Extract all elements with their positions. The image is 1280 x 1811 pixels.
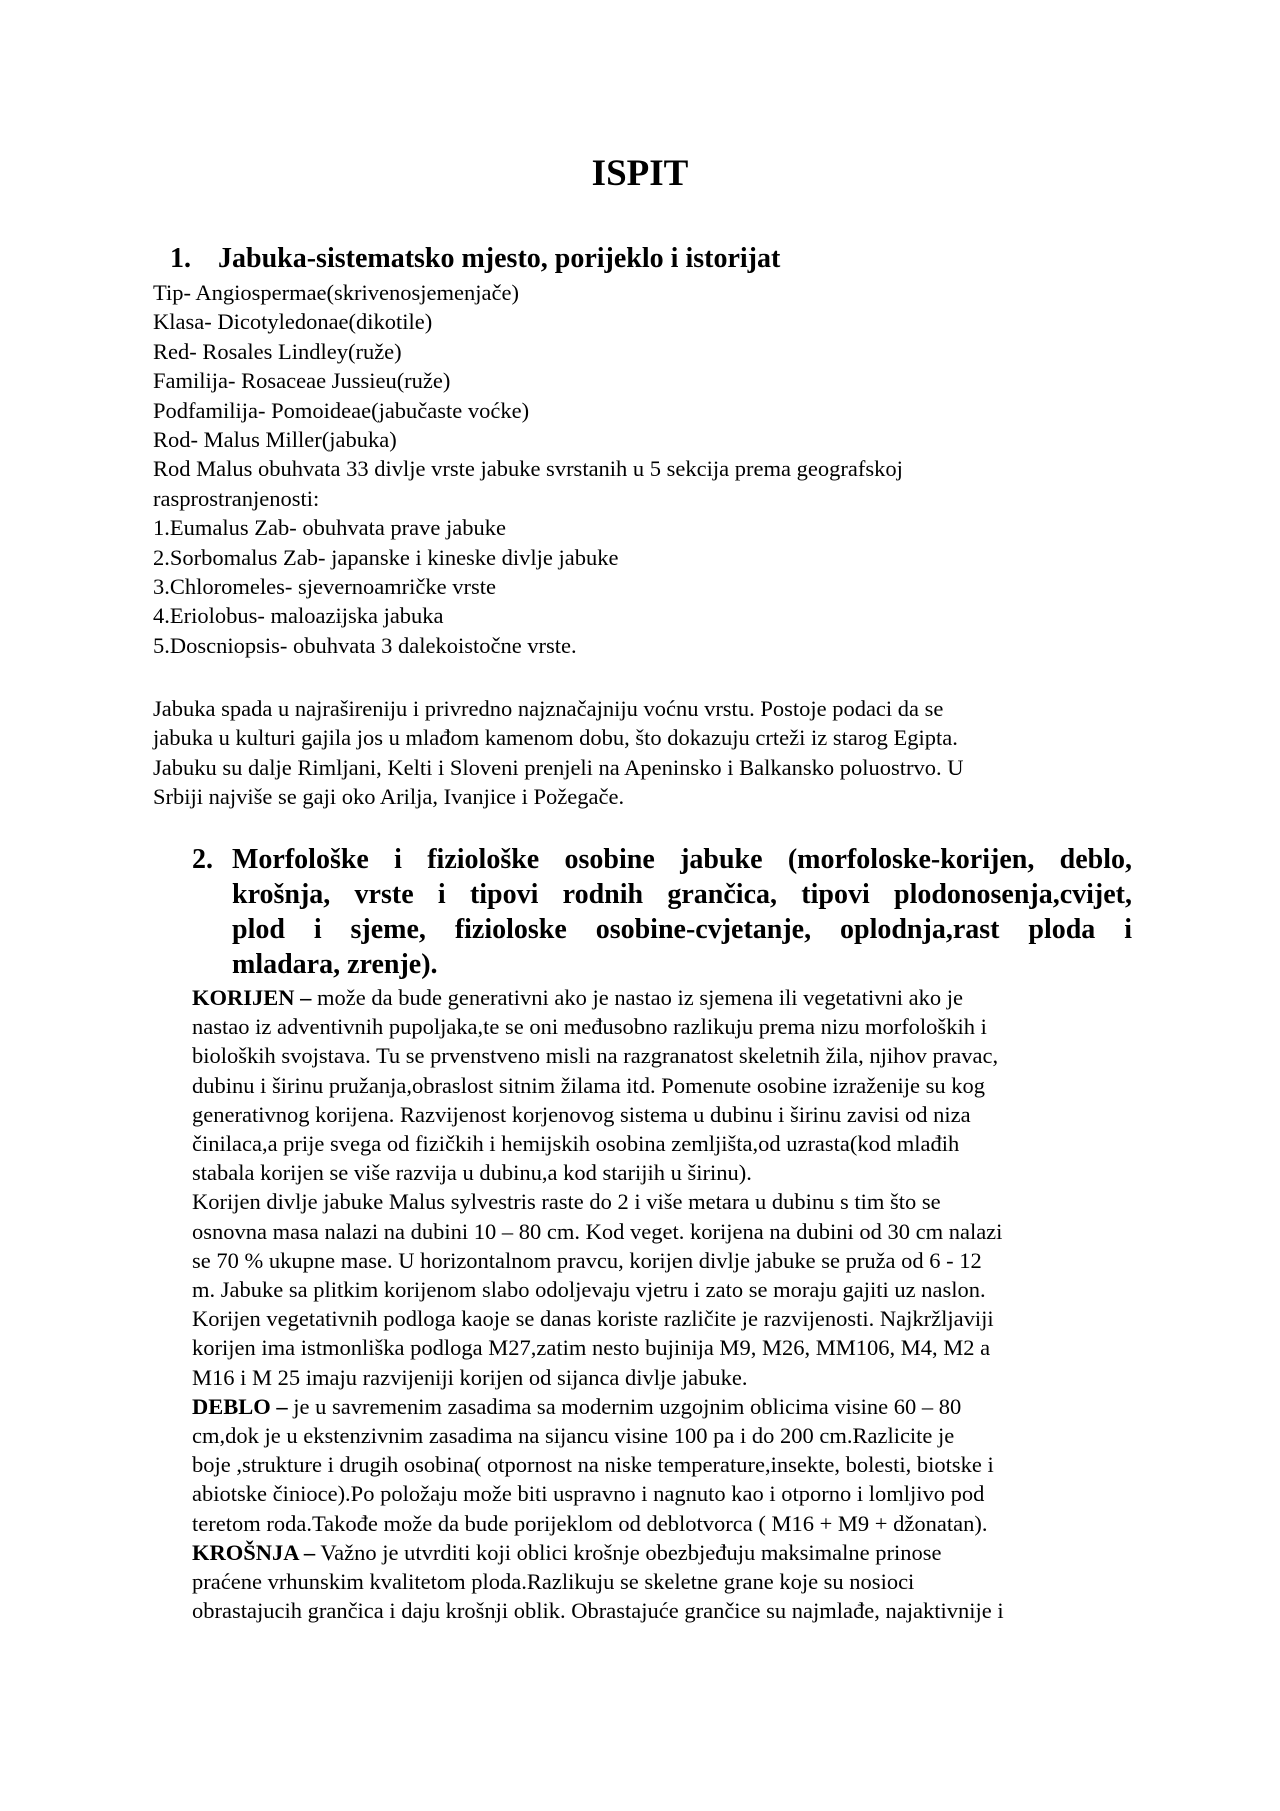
classification-line: 4.Eriolobus- maloazijska jabuka <box>153 603 444 629</box>
body-line: generativnog korijena. Razvijenost korjenovog sistema u dubinu i širinu zavisi od niza <box>192 1101 971 1127</box>
section-2-body <box>192 983 1004 1625</box>
body-line: praćene vrhunskim kvalitetom ploda.Razlikuju se skeletne grane koje su nosioci <box>192 1569 915 1595</box>
classification-line: Red- Rosales Lindley(ruže) <box>153 338 402 364</box>
paragraph-line: Jabuku su dalje Rimljani, Kelti i Sloveni prenjeli na Apeninsko i Balkansko poluostrvo. U <box>153 754 964 780</box>
body-line: m. Jabuke sa plitkim korijenom slabo odoljevaju vjetru i zato se moraju gajiti uz naslon. <box>192 1277 986 1303</box>
body-line: Korijen divlje jabuke Malus sylvestris raste do 2 i više metara u dubinu s tim što se <box>192 1189 941 1215</box>
body-line: abiotske činioce).Po položaju može biti uspravno i nagnuto kao i otporno i lomljivo pod <box>192 1481 985 1507</box>
body-line: činilaca,a prije svega od fizičkih i hemijskih osobina zemljišta,od uzrasta(kod mlađih <box>192 1131 960 1157</box>
deblo-first-line: DEBLO – je u savremenim zasadima sa modernim uzgojnim oblicima visine 60 – 80 <box>192 1393 962 1419</box>
section-2-heading-line: mladara, zrenje). <box>232 949 438 980</box>
section-1-number: 1. <box>170 243 191 274</box>
krosnja-first-line: KROŠNJA – Važno je utvrditi koji oblici krošnje obezbjeđuju maksimalne prinose <box>192 1539 942 1565</box>
classification-line: 3.Chloromeles- sjevernoamričke vrste <box>153 574 497 600</box>
body-line: obrastajucih grančica i daju krošnji oblik. Obrastajuće grančice su najmlađe, najaktivnije i <box>192 1598 1004 1624</box>
body-line: boje ,strukture i drugih osobina( otpornost na niske temperature,insekte, bolesti, biotske i <box>192 1452 994 1478</box>
paragraph-line: Srbiji najviše se gaji oko Arilja, Ivanjice i Požegače. <box>153 784 625 810</box>
section-2-heading <box>192 842 1132 982</box>
classification-line: Familija- Rosaceae Jussieu(ruže) <box>153 368 451 394</box>
krosnja-label: KROŠNJA – <box>192 1539 316 1565</box>
body-line: M16 i M 25 imaju razvijeniji korijen od sijanca divlje jabuke. <box>192 1364 748 1390</box>
classification-line: Rod Malus obuhvata 33 divlje vrste jabuke svrstanih u 5 sekcija prema geografskoj <box>153 456 903 482</box>
section-1-heading <box>170 242 780 276</box>
classification-line: 1.Eumalus Zab- obuhvata prave jabuke <box>153 515 507 541</box>
document-title: ISPIT <box>591 153 689 194</box>
korijen-label: KORIJEN – <box>192 985 312 1010</box>
paragraph-line: jabuka u kulturi gajila jos u mlađom kamenom dobu, što dokazuju crteži iz starog Egipta. <box>153 725 958 751</box>
body-line: nastao iz adventivnih pupoljaka,te se oni međusobno razlikuju prema nizu morfoloških i <box>192 1014 987 1040</box>
section-2-number: 2. <box>192 844 213 875</box>
body-line: stabala korijen se više razvija u dubinu,a kod starijih u širinu). <box>192 1160 752 1186</box>
classification-line: 2.Sorbomalus Zab- japanske i kineske divlje jabuke <box>153 544 619 570</box>
classification-list <box>153 278 903 660</box>
body-line: cm,dok je u ekstenzivnim zasadima na sijancu visine 100 pa i do 200 cm.Razlicite je <box>192 1423 955 1449</box>
body-line: se 70 % ukupne mase. U horizontalnom pravcu, korijen divlje jabuke se pruža od 6 - 12 <box>192 1247 982 1273</box>
section-2-heading-line: plod i sjeme, fizioloske osobine-cvjetanje, oplodnja,rast ploda i <box>232 914 1132 945</box>
section-2-heading-line: Morfološke i fiziološke osobine jabuke (morfoloske-korijen, deblo, <box>232 844 1132 875</box>
history-paragraph <box>153 694 964 812</box>
korijen-first-line: KORIJEN – može da bude generativni ako je nastao iz sjemena ili vegetativni ako je <box>192 985 964 1010</box>
classification-line: Klasa- Dicotyledonae(dikotile) <box>153 309 433 335</box>
section-2-heading-line: krošnja, vrste i tipovi rodnih grančica, tipovi plodonosenja,cvijet, <box>232 879 1132 910</box>
section-1-heading-text: Jabuka-sistematsko mjesto, porijeklo i istorijat <box>218 243 781 274</box>
classification-line: Rod- Malus Miller(jabuka) <box>153 427 397 453</box>
classification-line: 5.Doscniopsis- obuhvata 3 dalekoistočne vrste. <box>153 632 577 658</box>
paragraph-line: Jabuka spada u najrašireniju i privredno najznačajniju voćnu vrstu. Postoje podaci da se <box>153 696 944 721</box>
classification-line: rasprostranjenosti: <box>153 485 320 511</box>
body-line: korijen ima istmonliška podloga M27,zatim nesto bujinija M9, M26, MM106, M4, M2 a <box>192 1335 991 1361</box>
classification-line: Tip- Angiospermae(skrivenosjemenjače) <box>153 280 519 305</box>
body-line: osnovna masa nalazi na dubini 10 – 80 cm. Kod veget. korijena na dubini od 30 cm nalazi <box>192 1218 1003 1244</box>
body-line: Korijen vegetativnih podloga kaoje se danas koriste različite je razvijenosti. Najkržljaviji <box>192 1306 994 1332</box>
deblo-label: DEBLO – <box>192 1393 288 1419</box>
classification-line: Podfamilija- Pomoideae(jabučaste voćke) <box>153 397 530 423</box>
body-line: bioloških svojstava. Tu se prvenstveno misli na razgranatost skeletnih žila, njihov pravac, <box>192 1043 999 1069</box>
body-line: dubinu i širinu pružanja,obraslost sitnim žilama itd. Pomenute osobine izraženije su kog <box>192 1072 985 1098</box>
body-line: teretom roda.Takođe može da bude porijeklom od deblotvorca ( M16 + M9 + džonatan). <box>192 1510 988 1536</box>
